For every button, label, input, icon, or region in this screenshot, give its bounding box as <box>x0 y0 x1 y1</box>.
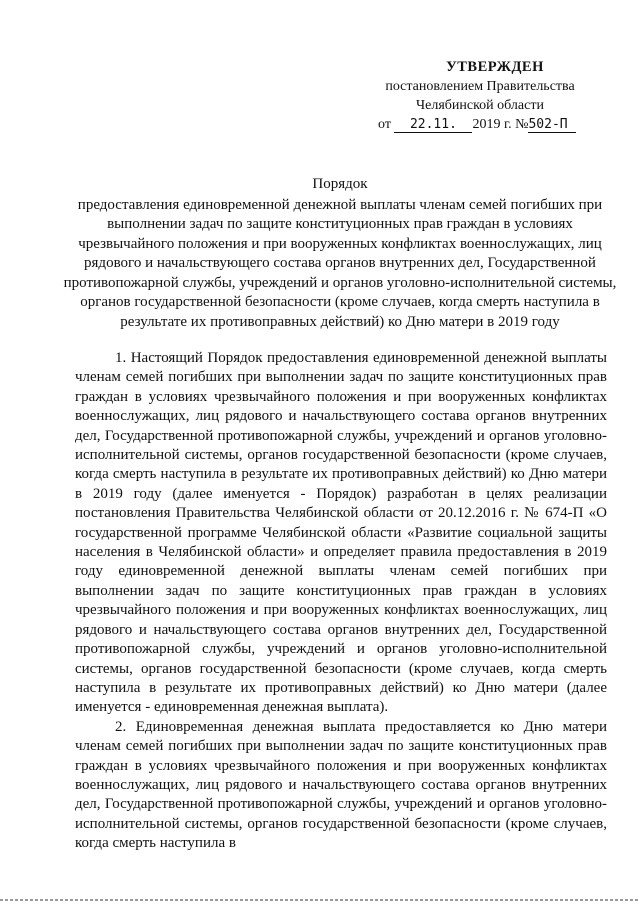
handwritten-number: 502-П <box>528 118 576 133</box>
approval-stamp <box>360 58 600 134</box>
handwritten-date: 22.11. <box>394 118 472 133</box>
paragraph-1: 1. Настоящий Порядок предоставления единовременной денежной выплаты членам семей погибших при выполнении задач по защите конституционных прав граждан в условиях чрезвычайного положения и при вооруженных конфликтах военнослужащих, лиц рядового и начальствующего состава органов внутренних дел, Государственной противопожарной службы, учреждений и органов уголовно-исполнительной системы, органов государственной безопасности (кроме случаев, когда смерть наступила в результате их противоправных действий) ко Дню матери в 2019 году (далее именуется - Порядок) разработан в целях реализации постановления Правительства Челябинской области от 20.12.2016 г. № 674-П «О государственной программе Челябинской области «Развитие социальной защиты населения в Челябинской области» и определяет правила предоставления в 2019 году единовременной денежной выплаты членам семей погибших при выполнении задач по защите конституционных прав граждан в условиях чрезвычайного положения и при вооруженных конфликтах военнослужащих, лиц рядового и начальствующего состава органов внутренних дел, Государственной противопожарной службы, учреждений и органов уголовно-исполнительной системы, органов государственной безопасности (кроме случаев, когда смерть наступила в результате их противоправных действий) ко Дню матери (далее именуется - единовременная денежная выплата). <box>75 350 607 716</box>
paragraph-2: 2. Единовременная денежная выплата предоставляется ко Дню матери членам семей погибших при выполнении задач по защите конституционных прав граждан в условиях чрезвычайного положения и при вооруженных конфликтах военнослужащих, лиц рядового и начальствующего состава органов внутренних дел, Государственной противопожарной службы, учреждений и органов уголовно-исполнительной системы, органов государственной безопасности (кроме случаев, когда смерть наступила в <box>75 718 607 852</box>
document-subtitle: предоставления единовременной денежной выплаты членам семей погибших при выполнении задач по защите конституционных прав граждан в условиях чрезвычайного положения и при вооруженных конфликтах военнослужащих, лиц рядового и начальствующего состава органов внутренних дел, Государственной противопожарной службы, учреждений и органов уголовно-исполнительной системы, органов государственной безопасности (кроме случаев, когда смерть наступила в результате их противоправных действий) ко Дню матери в 2019 году <box>63 196 617 330</box>
document-title-block <box>60 175 620 332</box>
document-body <box>75 349 607 854</box>
approval-title: УТВЕРЖДЕН <box>446 59 544 75</box>
year-text: 2019 г. № <box>472 117 529 132</box>
document-heading: Порядок <box>312 176 368 192</box>
scan-edge-line <box>0 899 640 901</box>
approval-line-1: постановлением Правительства <box>385 79 575 94</box>
date-prefix: от <box>378 117 391 132</box>
approval-line-2: Челябинской области <box>416 98 544 113</box>
approval-date-line <box>378 115 600 134</box>
